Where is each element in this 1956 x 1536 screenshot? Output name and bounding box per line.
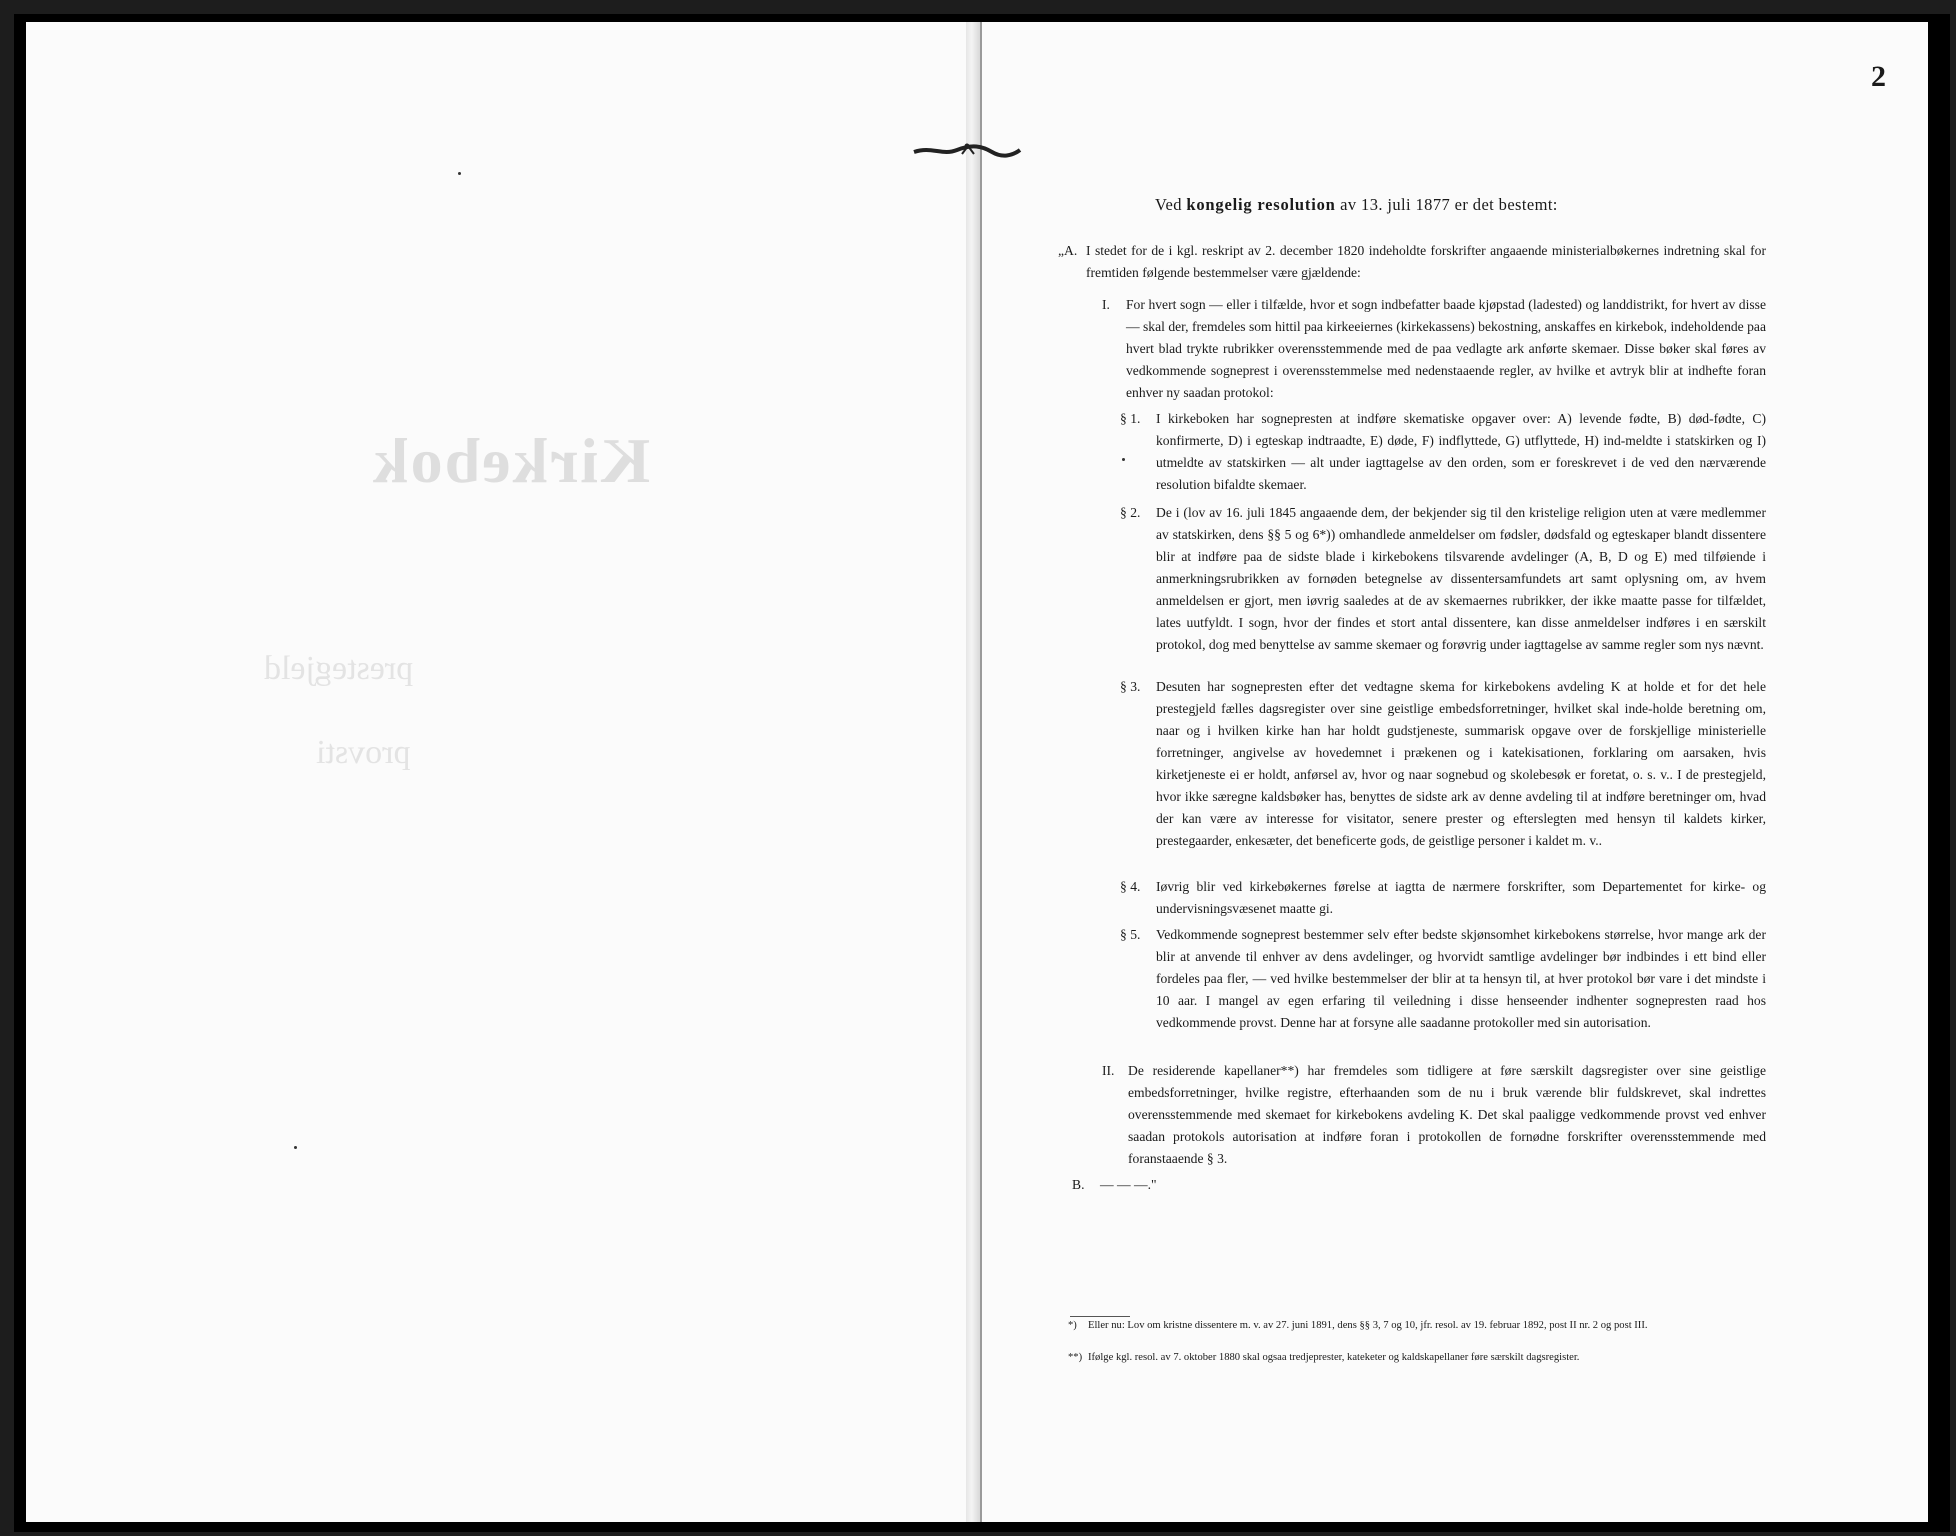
- section-i-body: For hvert sogn — eller i tilfælde, hvor et sogn indbefatter baade kjøpstad (ladested) og landdistrikt, for hvert av disse — skal der, fremdeles som hittil paa kirkeeiernes (kirkekassens) bekostning, anskaffes en kirkebok, indeholdende paa hvert blad trykte rubrikker overensstemmende med de paa vedlagte ark anførte skemaer. Disse bøker skal føres av vedkommende sogneprest i overensstemmelse med nedenstaaende regler, av hvilke et avtryk blir at indhefte foran enhver ny saadan protokol:: [1126, 297, 1766, 400]
- footnote-1-text: Eller nu: Lov om kristne dissentere m. v. av 27. juni 1891, dens §§ 3, 7 og 10, jfr. resol. av 19. februar 1892, post II nr. 2 og post III.: [1088, 1320, 1648, 1331]
- ghost-title-bleedthrough: Kirkebok: [371, 425, 651, 496]
- paper-speck: [294, 1146, 297, 1149]
- section-ii-body: De residerende kapellaner**) har fremdeles som tidligere at føre særskilt dagsregister over sine geistlige embedsforretninger, hvilke registre, efterhaanden som de nu i bruk værende blir fuldskrevet, skal indrettes overensstemmende med skemaet for kirkebokens avdeling K. Det skal paaligge vedkommende provst ved enhver saadan protokols autorisation at indføre foran i protokollen de fornødne forskrifter overensstemmende med foranstaaende § 3.: [1128, 1063, 1766, 1166]
- ghost-prestegjeld-bleedthrough: prestegjeld: [264, 650, 414, 687]
- paragraph-2-body: De i (lov av 16. juli 1845 angaaende dem, der bekjender sig til den kristelige religion uten at være medlemmer av statskirken, dens §§ 5 og 6*)) omhandlede anmeldelser om fødsler, dødsfald og egteskaper blandt dissentere blir at indføre paa de sidste blade i kirkebokens tilsvarende avdelinger (A, B, D og E) med tilføiende i anmerkningsrubrikken av fornøden betegnelse av dissentersamfundets art samt oplysning om, av hvem anmeldelsen er gjort, men iøvrig saaledes at de av skemaernes rubrikker, der ikke maatte passe for tilfældet, lates uutfyldt. I sogn, hvor der findes et stort antal dissentere, kan disse anmeldelser indføres i en særskilt protokol, dog med benyttelse av samme skemaer og forøvrig under iagttagelse av samme regler som nys nævnt.: [1156, 505, 1766, 652]
- section-ii-text: [1128, 1060, 1766, 1170]
- paragraph-3-text: [1156, 676, 1766, 852]
- ghost-provsti-bleedthrough: provsti: [316, 734, 411, 771]
- section-label-i: I.: [1102, 297, 1110, 312]
- section-label-ii: II.: [1102, 1063, 1115, 1078]
- heading-suffix: av 13. juli 1877 er det bestemt:: [1340, 195, 1558, 214]
- footnote-rule: [1070, 1316, 1130, 1317]
- paragraph-label-2: § 2.: [1120, 505, 1141, 520]
- paper-speck: [458, 172, 461, 175]
- section-i-text: [1126, 294, 1766, 404]
- paragraph-5-body: Vedkommende sogneprest bestemmer selv efter bedste skjønsomhet kirkebokens størrelse, hvor mange ark der blir at anvende til enhver av dens avdelinger, og hvorvidt samtlige avdelinger bør indbindes i ett bind eller fordeles paa fler, — ved hvilke bestemmelser der blir at ta hensyn til, at hver protokol bør vare i det mindste i 10 aar. I mangel av egen erfaring til veiledning i disse henseender indhenter sognepresten raad hos vedkommende provst. Denne har at forsyne alle saadanne protokoller med sin autorisation.: [1156, 927, 1766, 1030]
- section-label-b: B.: [1072, 1177, 1085, 1192]
- section-b-text: — — —.": [1100, 1177, 1157, 1192]
- ornament-flourish: [912, 140, 1022, 162]
- footnote-2-text: Ifølge kgl. resol. av 7. oktober 1880 skal ogsaa tredjeprester, kateketer og kaldskapellaner føre særskilt dagsregister.: [1088, 1352, 1580, 1363]
- paper-speck: [1122, 458, 1125, 461]
- paragraph-3-body: Desuten har sognepresten efter det vedtagne skema for kirkebokens avdeling K at holde et for det hele prestegjeld fælles dagsregister over sine geistlige embedsforretninger, hvilket skal inde-holde beretning om, naar og i hvilken kirke han har holdt gudstjeneste, summarisk opgave over de forskjellige ministerielle forretninger, angivelse av hovedemnet i prækenen og i katekisationen, forklaring om aarsaken, hvis kirketjeneste ei er holdt, anførsel av, hvor og naar sognebud og skolebesøk er foretat, o. s. v.. I de prestegjeld, hvor ikke særegne kaldsbøker has, benyttes de sidste ark av denne avdeling til at indføre beretninger om, hvad der kan være av interesse for visitator, senere prester og efterslegten med hensyn til kaldets kirker, prestegaarder, enkesæter, det beneficerte gods, de geistlige personer i kaldet m. v..: [1156, 679, 1766, 848]
- paragraph-2-text: [1156, 502, 1766, 656]
- section-a-body: I stedet for de i kgl. reskript av 2. december 1820 indeholdte forskrifter angaaende ministerialbøkernes indretning skal for fremtiden følgende bestemmelser være gjældende:: [1086, 243, 1766, 280]
- footnote-2-mark: **): [1068, 1352, 1083, 1363]
- heading-bold: kongelig resolution: [1186, 195, 1336, 214]
- section-label-a: „A.: [1058, 243, 1078, 258]
- paragraph-1-body: I kirkeboken har sognepresten at indføre skematiske opgaver over: A) levende fødte, B) død-fødte, C) konfirmerte, D) i egteskap indtraadte, E) døde, F) indflyttede, G) utflyttede, H) ind-meldte i statskirken og I) utmeldte av statskirken — alt under iagttagelse av den orden, som er foreskrevet i de ved den nærværende resolution bifaldte skemaer.: [1156, 411, 1766, 492]
- paragraph-label-3: § 3.: [1120, 679, 1141, 694]
- section-a-text: [1086, 240, 1766, 284]
- paragraph-4-text: [1156, 876, 1766, 920]
- book-gutter: [966, 22, 980, 1522]
- paragraph-label-1: § 1.: [1120, 411, 1141, 426]
- paragraph-label-5: § 5.: [1120, 927, 1141, 942]
- resolution-heading: [1155, 195, 1558, 215]
- paragraph-4-body: Iøvrig blir ved kirkebøkernes førelse at iagtta de nærmere forskrifter, som Departementet for kirke- og undervisningsvæsenet maatte gi.: [1156, 879, 1766, 916]
- paragraph-5-text: [1156, 924, 1766, 1034]
- paragraph-1-text: [1156, 408, 1766, 496]
- footnote-1-mark: *): [1068, 1320, 1077, 1331]
- heading-prefix: Ved: [1155, 195, 1182, 214]
- page-number: 2: [1871, 60, 1886, 93]
- paragraph-label-4: § 4.: [1120, 879, 1141, 894]
- left-page: [26, 22, 967, 1522]
